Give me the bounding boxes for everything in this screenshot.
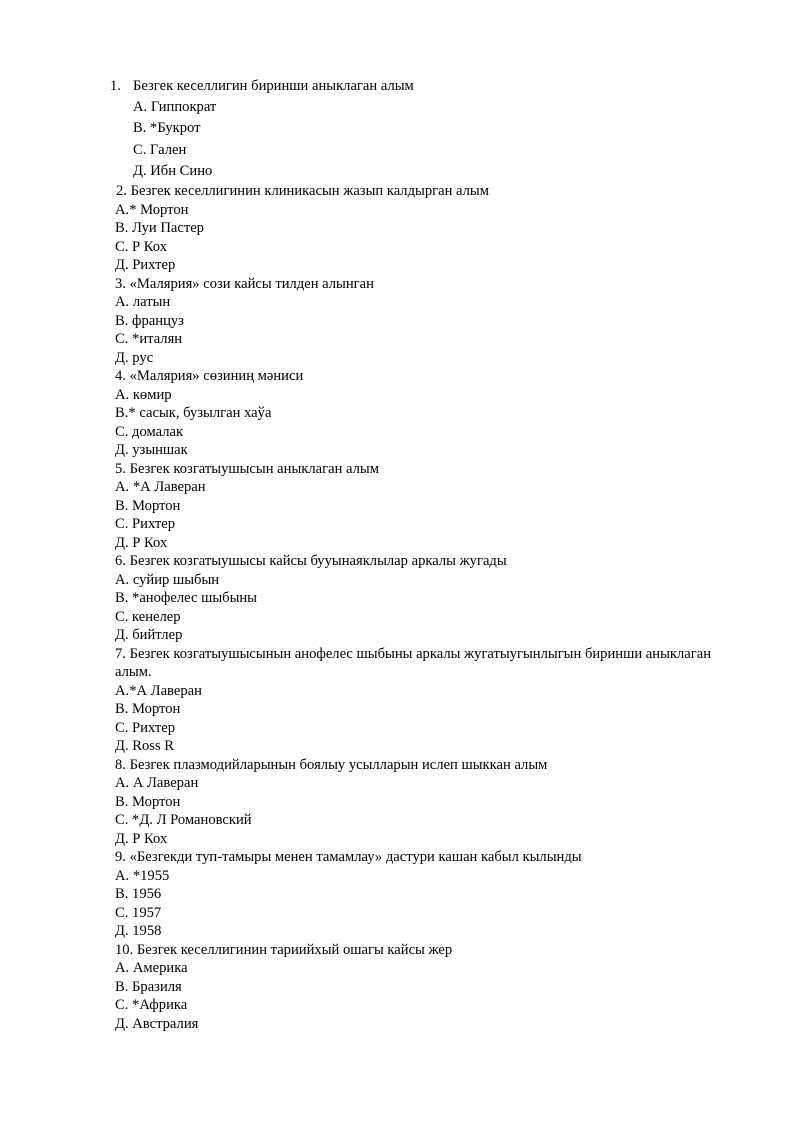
answer-option: Д. Австралия: [115, 1015, 199, 1032]
answer-option: С. кенелер: [115, 608, 181, 625]
question-7: [115, 645, 715, 756]
answer-option: Д. Р Кох: [115, 830, 168, 847]
answer-option: Д. узыншак: [115, 442, 188, 458]
answer-option: С. *италян: [115, 331, 183, 347]
question-4: [115, 367, 715, 460]
answer-option: А. Америка: [115, 960, 188, 976]
answer-option: В. Мортон: [115, 497, 181, 514]
answer-option: Д. бийтлер: [115, 627, 183, 643]
answer-option: Д. Р Кох: [115, 534, 168, 551]
answer-option: С. Р Кох: [115, 238, 168, 255]
answer-option: Д. Ross R: [115, 738, 175, 754]
answer-option: А. *1955: [115, 867, 170, 884]
answer-option: А. суйир шыбын: [115, 571, 220, 588]
answer-option: В. Луи Пастер: [115, 220, 204, 236]
answer-option: С. 1957: [115, 904, 162, 921]
answer-option: А. *А Лаверан: [115, 479, 206, 495]
answer-option: Д. Рихтер: [115, 257, 176, 273]
question-text: 3. «Малярия» сози кайсы тилден алынган: [115, 275, 374, 292]
answer-option: С. Гален: [133, 141, 187, 158]
question-text: 7. Безгек козгатыушысынын анофелес шыбыны аркалы жугатыугынлыгын биринши аныклаган алым.: [115, 645, 712, 680]
questions-list: [115, 182, 715, 1033]
question-10: [115, 941, 715, 1034]
answer-option: В. 1956: [115, 886, 162, 902]
answer-option: В. *анофелес шыбыны: [115, 590, 257, 606]
question-2: [115, 182, 715, 275]
question-text: 4. «Малярия» сөзиниң мәниси: [115, 368, 304, 384]
answer-option: В.* сасык, бузылган хаўа: [115, 405, 272, 421]
question-title: [110, 76, 414, 97]
question-6: [115, 552, 715, 645]
question-8: [115, 756, 715, 849]
question-5: [115, 460, 715, 553]
answer-option: С. Рихтер: [115, 516, 176, 532]
question-text: Безгек кеселлигин биринши аныклаган алым: [133, 78, 414, 94]
question-text: 10. Безгек кеселлигинин тариийхый ошагы кайсы жер: [115, 941, 453, 958]
answer-option: С. *Д. Л Романовский: [115, 812, 252, 828]
question-text: 8. Безгек плазмодийларынын боялыу усылларын ислеп шыккан алым: [115, 756, 548, 773]
question-number: 1.: [110, 78, 121, 94]
question-text: 5. Безгек козгатыушысын аныклаган алым: [115, 460, 379, 477]
answer-option: Д. Ибн Сино: [133, 162, 213, 179]
question-text: 6. Безгек козгатыушысы кайсы бууынаяклылар аркалы жугады: [115, 553, 507, 569]
question-3: [115, 275, 715, 368]
question-text: 9. «Безгекди туп-тамыры менен тамамлау» дастури кашан кабыл кылынды: [115, 849, 582, 865]
answer-option: В. Бразиля: [115, 978, 182, 995]
answer-option: С. Рихтер: [115, 719, 176, 736]
answer-option: А.* Мортон: [115, 201, 189, 218]
answer-option: Д. 1958: [115, 923, 162, 939]
answer-option: В. Мортон: [115, 701, 181, 717]
question-text: 2. Безгек кеселлигинин клиникасын жазып калдырган алым: [116, 183, 489, 199]
answer-option: А. Гиппократ: [133, 99, 217, 115]
answer-option: А. латын: [115, 294, 171, 310]
answer-option: С. *Африка: [115, 997, 188, 1013]
answer-option: С. домалак: [115, 423, 184, 440]
answer-options: [133, 97, 414, 182]
question-9: [115, 848, 715, 941]
answer-option: В. француз: [115, 312, 184, 329]
answer-option: Д. рус: [115, 349, 154, 366]
answer-option: В. *Букрот: [133, 120, 201, 137]
answer-option: А. А Лаверан: [115, 775, 199, 791]
answer-option: В. Мортон: [115, 793, 181, 810]
question-1: [110, 76, 414, 182]
answer-option: А.*А Лаверан: [115, 682, 202, 699]
answer-option: А. көмир: [115, 386, 172, 403]
